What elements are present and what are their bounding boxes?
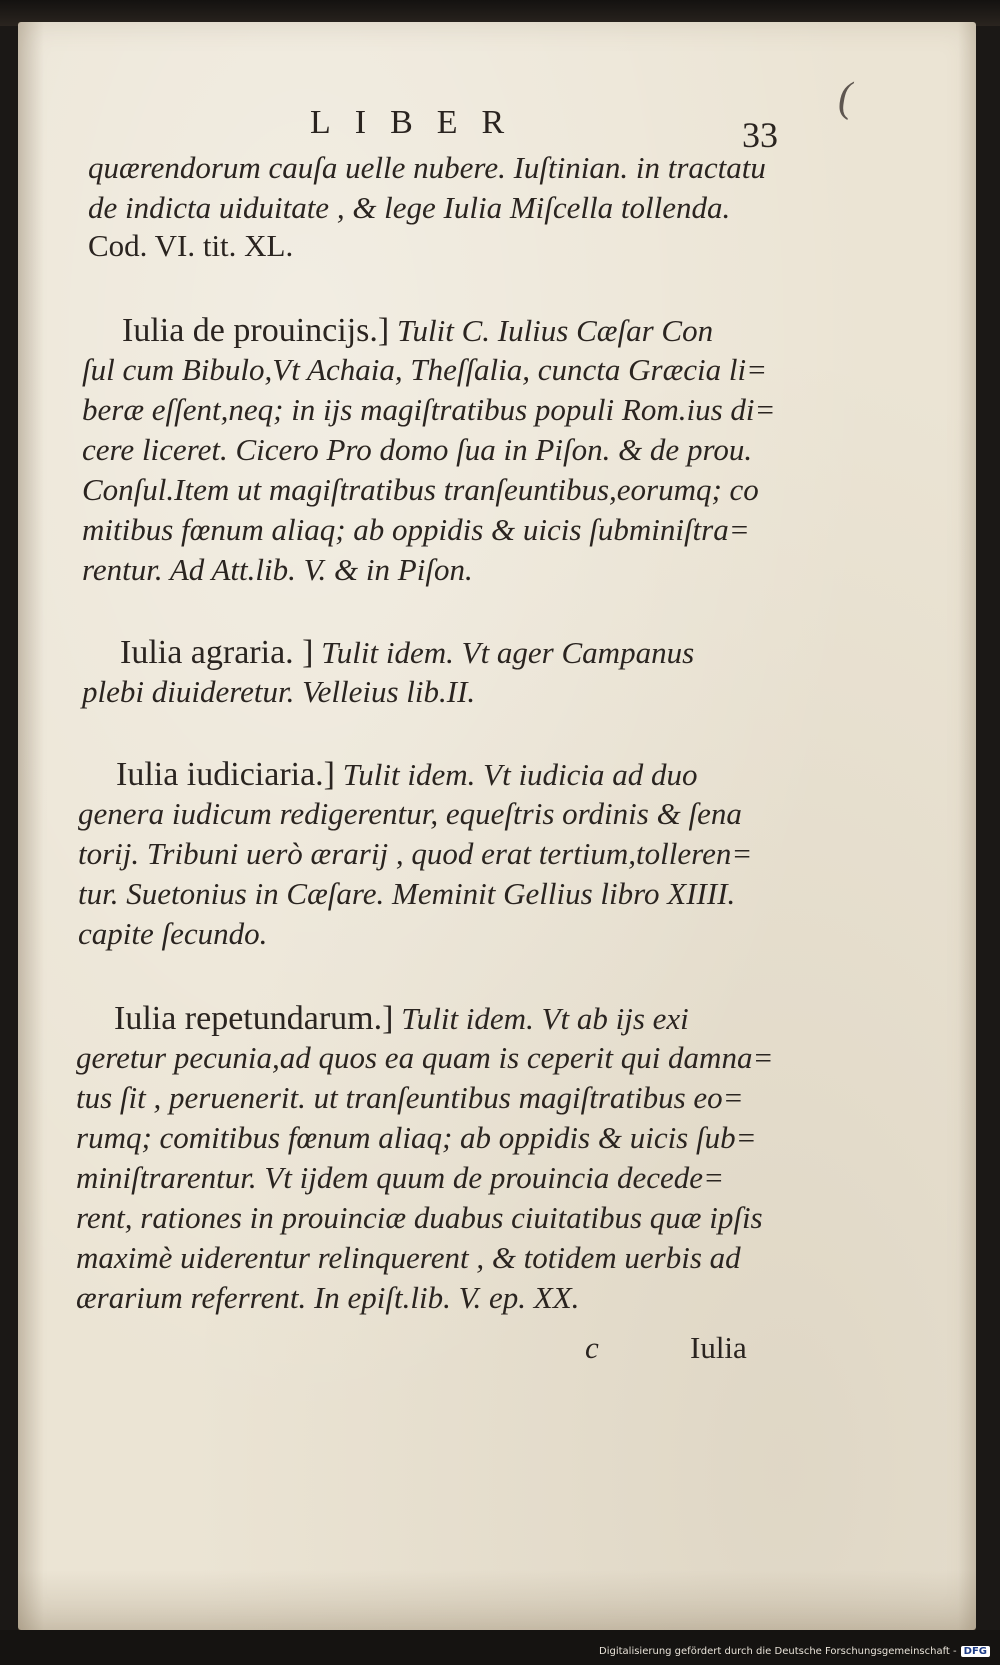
text-line: capite ſecundo. bbox=[78, 916, 268, 951]
text-line: tus ſit , peruenerit. ut tranſeuntibus magiſtratibus eo= bbox=[76, 1080, 744, 1115]
entry-first-line bbox=[114, 1000, 689, 1038]
funding-notice bbox=[599, 1646, 990, 1657]
text-line: maximè uiderentur relinquerent , & totidem uerbis ad bbox=[76, 1240, 741, 1275]
text-line: Conſul.Item ut magiſtratibus tranſeuntibus,eorumq; co bbox=[82, 472, 759, 507]
dfg-logo-icon: DFG bbox=[961, 1646, 990, 1657]
text-line: geretur pecunia,ad quos ea quam is ceperit qui damna= bbox=[76, 1040, 774, 1075]
text-line: rent, rationes in prouinciæ duabus ciuitatibus quæ ipſis bbox=[76, 1200, 763, 1235]
text-line: cere liceret. Cicero Pro domo ſua in Piſon. & de prou. bbox=[82, 432, 753, 467]
text-line: plebi diuideretur. Velleius lib.II. bbox=[82, 674, 476, 709]
entry-first-line bbox=[116, 756, 698, 794]
text-line: de indicta uiduitate , & lege Iulia Miſcella tollenda. bbox=[88, 190, 731, 225]
entry-lemma: Iulia repetundarum.] bbox=[114, 1000, 394, 1037]
signature-mark: c bbox=[585, 1330, 599, 1365]
text-line: torij. Tribuni uerò ærarij , quod erat tertium,tolleren= bbox=[78, 836, 753, 871]
entry-text: Tulit idem. Vt ab ijs exi bbox=[401, 1001, 689, 1036]
pencil-mark: ( bbox=[838, 75, 852, 121]
funding-text: Digitalisierung gefördert durch die Deutsche Forschungsgemeinschaft - bbox=[599, 1646, 957, 1657]
text-line: miniſtrarentur. Vt ijdem quum de prouincia decede= bbox=[76, 1160, 724, 1195]
entry-lemma: Iulia de prouincijs.] bbox=[122, 312, 390, 349]
entry-text: Tulit idem. Vt ager Campanus bbox=[321, 635, 695, 670]
text-line: mitibus fœnum aliaq; ab oppidis & uicis ſubminiſtra= bbox=[82, 512, 750, 547]
text-line: rentur. Ad Att.lib. V. & in Piſon. bbox=[82, 552, 473, 587]
text-line: quærendorum cauſa uelle nubere. Iuſtinian. in tractatu bbox=[88, 150, 766, 185]
entry-first-line bbox=[122, 312, 713, 350]
entry-lemma: Iulia agraria. ] bbox=[120, 634, 314, 671]
text-line: Cod. VI. tit. XL. bbox=[88, 228, 294, 263]
text-line: rumq; comitibus fœnum aliaq; ab oppidis & uicis ſub= bbox=[76, 1120, 757, 1155]
entry-first-line bbox=[120, 634, 694, 672]
folio-number: 33 bbox=[742, 115, 778, 155]
catchword: Iulia bbox=[690, 1330, 747, 1365]
text-line: ærarium referrent. In epiſt.lib. V. ep. XX. bbox=[76, 1280, 580, 1315]
running-head: LIBER bbox=[310, 104, 529, 141]
entry-text: Tulit C. Iulius Cæſar Con bbox=[396, 313, 714, 348]
entry-lemma: Iulia iudiciaria.] bbox=[116, 756, 336, 793]
text-line: tur. Suetonius in Cæſare. Meminit Gellius libro XIIII. bbox=[78, 876, 736, 911]
entry-text: Tulit idem. Vt iudicia ad duo bbox=[342, 757, 698, 792]
text-line: genera iudicum redigerentur, equeſtris ordinis & ſena bbox=[78, 796, 742, 831]
text-line: beræ eſſent,neq; in ijs magiſtratibus populi Rom.ius di= bbox=[82, 392, 776, 427]
text-line: ſul cum Bibulo,Vt Achaia, Theſſalia, cuncta Græcia li= bbox=[82, 352, 768, 387]
